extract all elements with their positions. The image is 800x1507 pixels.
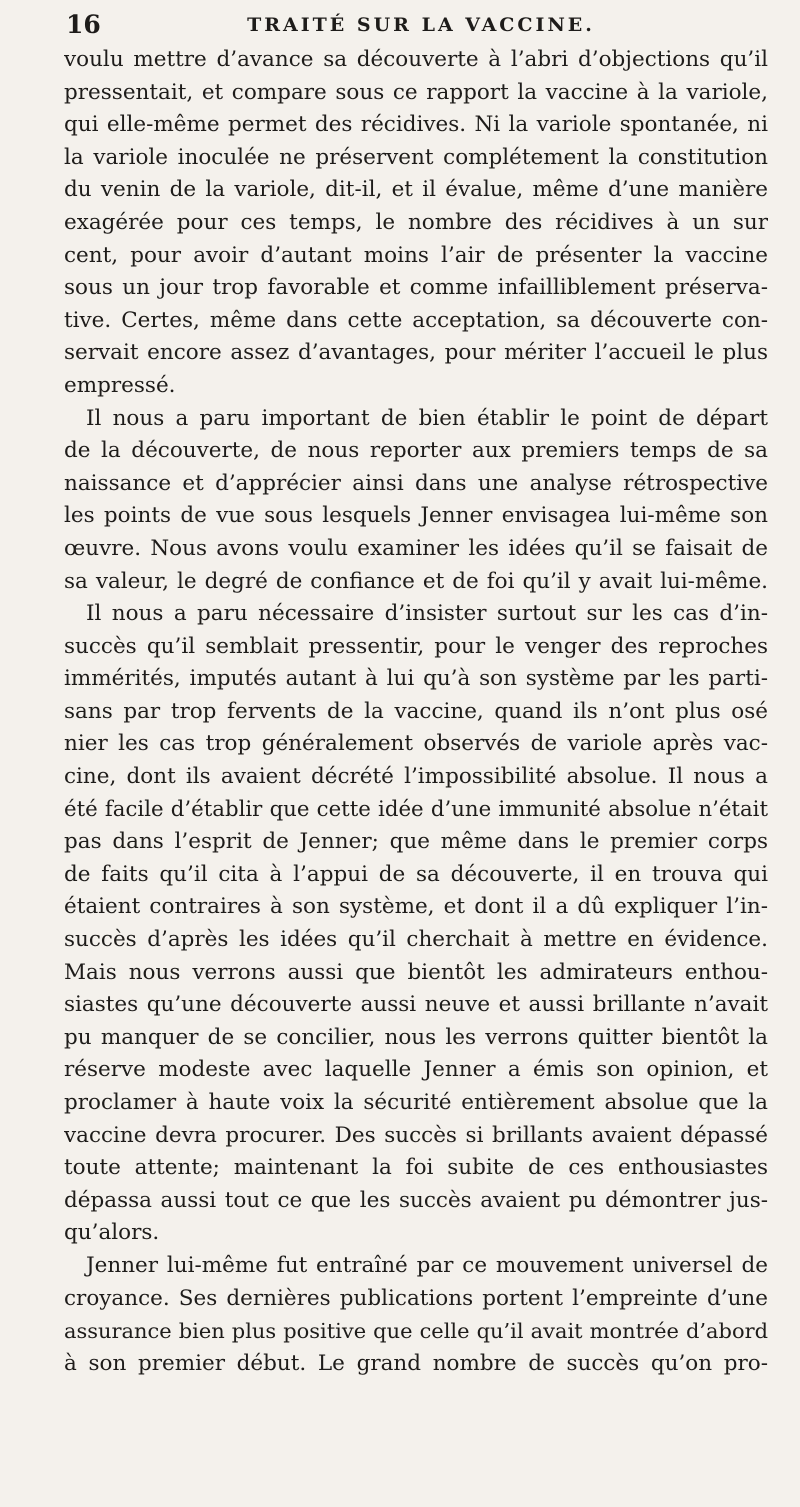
text-line: Il nous a paru nécessaire d’insister surtout sur les cas d’in- [86,601,768,627]
text-line: qui elle-même permet des récidives. Ni la variole spontanée, ni [64,112,768,138]
text-line: qu’alors. [64,1220,160,1246]
text-line: servait encore assez d’avantages, pour mériter l’accueil le plus [64,340,768,366]
text-line: Jenner lui-même fut entraîné par ce mouvement universel de [86,1252,768,1278]
text-line: nier les cas trop généralement observés de variole après vac- [64,731,768,757]
text-line: immérités, imputés autant à lui qu’à son système par les parti- [64,666,768,692]
text-line: tive. Certes, même dans cette acceptation, sa découverte con- [64,307,768,333]
text-line: croyance. Ses dernières publications portent l’empreinte d’une [64,1285,768,1311]
text-line: Il nous a paru important de bien établir le point de départ [86,405,768,431]
text-line: du venin de la variole, dit-il, et il évalue, même d’une manière [64,177,768,203]
text-line: Mais nous verrons aussi que bientôt les admirateurs enthou- [64,959,768,985]
text-line: dépassa aussi tout ce que les succès avaient pu démontrer jus- [64,1187,768,1213]
text-line: sans par trop fervents de la vaccine, quand ils n’ont plus osé [64,698,768,724]
text-line: à son premier début. Le grand nombre de succès qu’on pro- [64,1350,768,1376]
body-text [64,44,768,1380]
text-line: voulu mettre d’avance sa découverte à l’abri d’objections qu’il [64,47,768,72]
text-line: pu manquer de se concilier, nous les verrons quitter bientôt la [64,1024,768,1050]
text-line: cent, pour avoir d’autant moins l’air de présenter la vaccine [64,242,768,268]
text-line: cine, dont ils avaient décrété l’impossibilité absolue. Il nous a [64,764,768,790]
running-title: TRAITÉ SUR LA VACCINE. [247,14,595,36]
page-number: 16 [66,10,101,39]
text-line: de faits qu’il cita à l’appui de sa découverte, il en trouva qui [64,861,768,887]
text-line: sa valeur, le degré de confiance et de foi qu’il y avait lui-même. [64,568,768,594]
text-line: assurance bien plus positive que celle qu’il avait montrée d’abord [64,1319,768,1344]
text-line: siastes qu’une découverte aussi neuve et aussi brillante n’avait [64,992,768,1018]
text-line: vaccine devra procurer. Des succès si brillants avaient dépassé [64,1122,768,1148]
text-line: œuvre. Nous avons voulu examiner les idées qu’il se faisait de [64,535,768,561]
text-line: toute attente; maintenant la foi subite de ces enthousiastes [64,1155,768,1181]
text-line: la variole inoculée ne préservent complétement la constitution [64,144,768,170]
text-line: sous un jour trop favorable et comme infailliblement préserva- [64,275,768,301]
text-line: les points de vue sous lesquels Jenner envisagea lui-même son [64,503,768,529]
text-line: succès d’après les idées qu’il cherchait à mettre en évidence. [64,927,768,953]
text-line: empressé. [64,372,176,398]
page-header [66,4,764,44]
text-line: pas dans l’esprit de Jenner; que même dans le premier corps [64,829,768,855]
text-line: été facile d’établir que cette idée d’une immunité absolue n’était [64,796,768,822]
text-line: pressentait, et compare sous ce rapport la vaccine à la variole, [64,79,768,105]
text-line: étaient contraires à son système, et dont il a dû expliquer l’in- [64,894,768,920]
text-line: de la découverte, de nous reporter aux premiers temps de sa [64,438,768,464]
text-line: naissance et d’apprécier ainsi dans une analyse rétrospective [64,470,768,496]
text-line: exagérée pour ces temps, le nombre des récidives à un sur [64,209,768,235]
text-line: réserve modeste avec laquelle Jenner a émis son opinion, et [64,1057,768,1083]
text-line: succès qu’il semblait pressentir, pour le venger des reproches [64,633,768,659]
text-line: proclamer à haute voix la sécurité entièrement absolue que la [64,1090,768,1115]
